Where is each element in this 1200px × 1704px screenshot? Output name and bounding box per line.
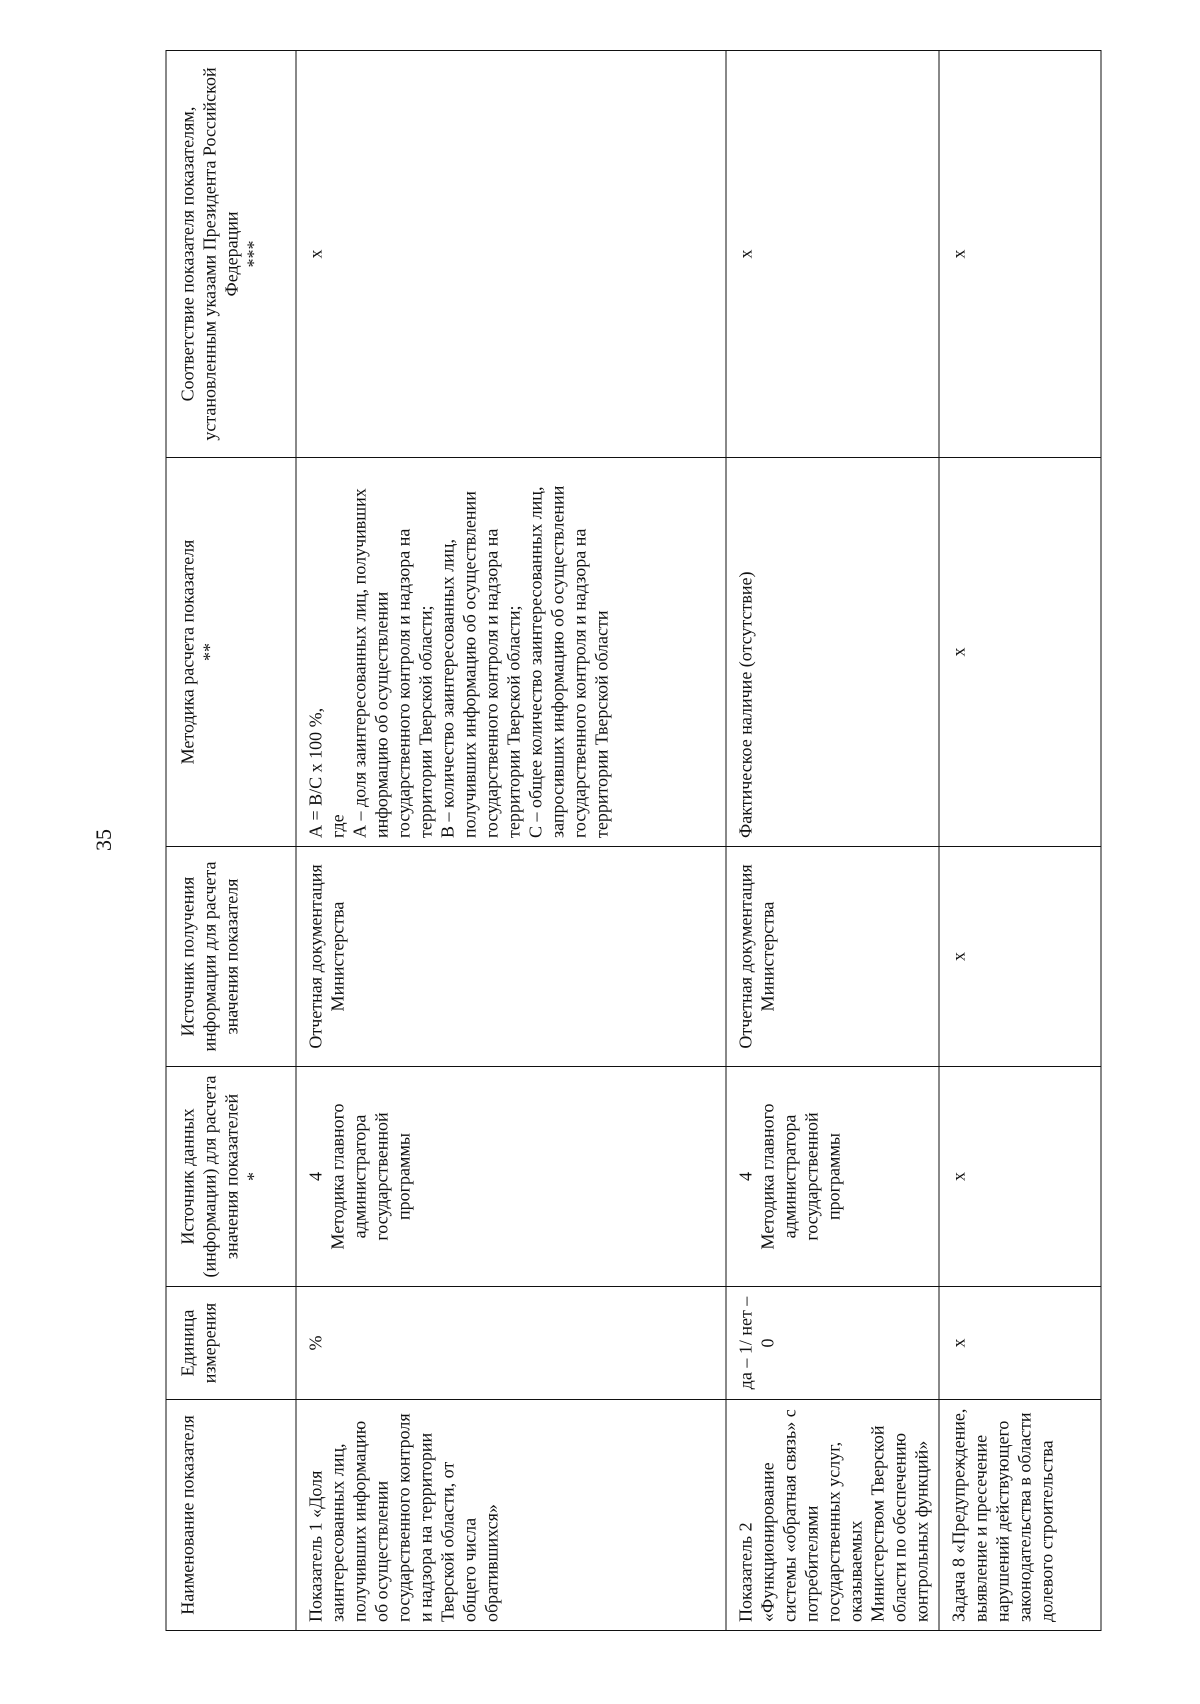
- row2-method-line: Фактическое наличие (отсутствие): [735, 571, 756, 838]
- rotated-table-container: [166, 67, 1093, 1631]
- row1-data-source-text: Методика главного администратора государственной программы: [327, 1103, 414, 1250]
- row1-name: Показатель 1 «Доля заинтересованных лиц, получивших информацию об осуществлении государственного контроля и надзора на территории Тверской области, от общего числа обратившихся»: [296, 1400, 726, 1631]
- table-row: [726, 51, 939, 1631]
- row1-method-line: А – доля заинтересованных лиц, получивших информацию об осуществлении государственного контроля и надзора на территории Тверской области;: [349, 488, 436, 838]
- table-row: [939, 51, 1101, 1631]
- row3-name: Задача 8 «Предупреждение, выявление и пресечение нарушений действующего законодательства в области долевого строительства: [939, 1400, 1101, 1631]
- header-indicator-name-label: Наименование показателя: [177, 1415, 198, 1615]
- row1-method-line: А = В/С х 100 %,: [305, 707, 326, 838]
- row3-compliance: х: [939, 51, 1101, 458]
- row2-data-source-text: Методика главного администратора государственной программы: [757, 1103, 844, 1250]
- row1-method-line: В – количество заинтересованных лиц, получивших информацию об осуществлении государственного контроля и надзора на территории Тверской области;: [437, 491, 524, 838]
- row3-method-line: х: [948, 647, 969, 657]
- row1-data-source-num: 4: [305, 1172, 326, 1181]
- row1-method-line: где: [327, 814, 348, 838]
- row3-data-source: [939, 1067, 1101, 1287]
- row2-info-source: Отчетная документация Министерства: [726, 847, 939, 1067]
- table-row: [296, 51, 726, 1631]
- header-compliance: [166, 51, 296, 458]
- row1-method: [296, 458, 726, 847]
- row3-info-source: х: [939, 847, 1101, 1067]
- row1-method-line: С – общее количество заинтересованных лиц, запросивших информацию об осуществлении государственного контроля и надзора на территории Тверской области: [525, 485, 612, 838]
- row1-compliance: х: [296, 51, 726, 458]
- row1-data-source: [296, 1067, 726, 1287]
- row2-name: Показатель 2 «Функционирование системы «обратная связь» с потребителями государственных услуг, оказываемых Министерством Тверской области по обеспечению контрольных функций»: [726, 1400, 939, 1631]
- header-method-mark: **: [199, 643, 220, 661]
- header-compliance-mark: ***: [243, 240, 264, 268]
- header-unit: [166, 1287, 296, 1400]
- row2-method: [726, 458, 939, 847]
- row2-data-source: [726, 1067, 939, 1287]
- header-compliance-label: Соответствие показателя показателям, установленным указами Президента Российской Федерации: [177, 67, 242, 441]
- header-data-source-mark: *: [243, 1172, 264, 1181]
- row3-unit: х: [939, 1287, 1101, 1400]
- header-data-source: [166, 1067, 296, 1287]
- row2-unit: да – 1/ нет – 0: [726, 1287, 939, 1400]
- row3-data-source-text: х: [948, 1172, 969, 1181]
- header-info-source-label: Источник получения информации для расчета значения показателя: [177, 861, 242, 1052]
- header-data-source-label: Источник данных (информации) для расчета значения показателей: [177, 1075, 242, 1278]
- header-indicator-name: [166, 1400, 296, 1631]
- row2-data-source-num: 4: [735, 1172, 756, 1181]
- header-info-source: [166, 847, 296, 1067]
- row1-info-source: Отчетная документация Министерства: [296, 847, 726, 1067]
- header-method-label: Методика расчета показателя: [177, 539, 198, 765]
- page-number: 35: [91, 829, 116, 851]
- header-unit-label: Единица измерения: [177, 1302, 220, 1384]
- header-method: [166, 458, 296, 847]
- row2-compliance: х: [726, 51, 939, 458]
- row1-unit: %: [296, 1287, 726, 1400]
- indicators-table: [166, 50, 1102, 1631]
- table-header-row: [166, 51, 296, 1631]
- row3-method: [939, 458, 1101, 847]
